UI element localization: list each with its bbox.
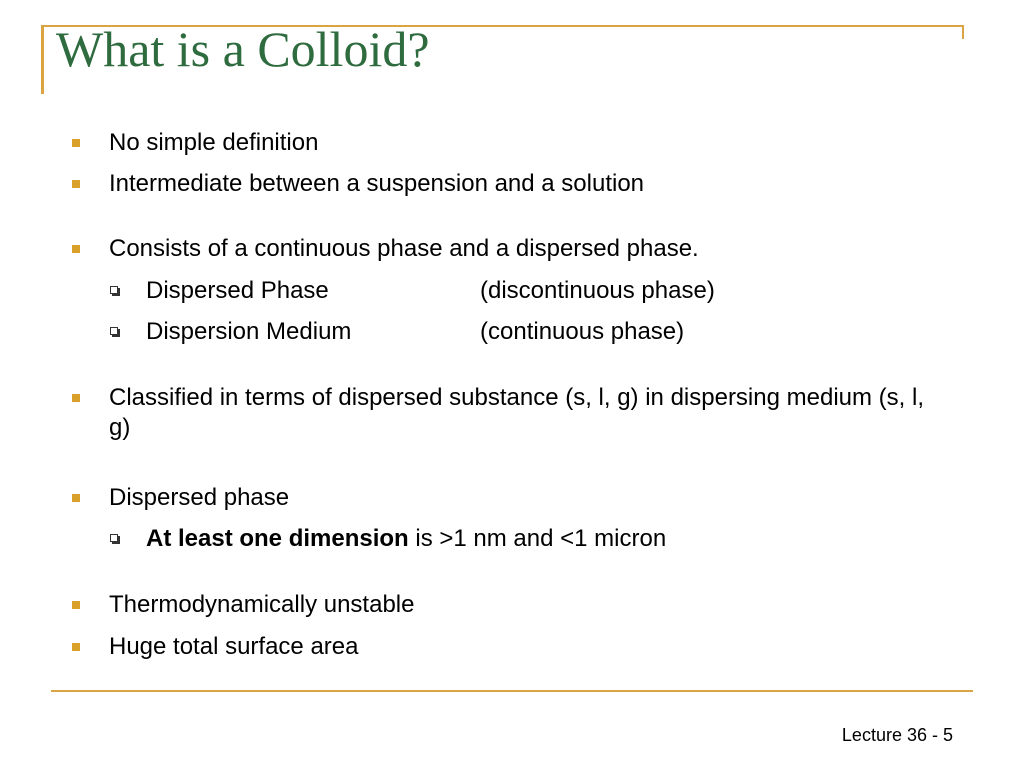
square-bullet-icon (72, 494, 80, 502)
bullet-text: Consists of a continuous phase and a dispersed phase. (109, 235, 699, 262)
bullet-text: Classified in terms of dispersed substance (s, l, g) in dispersing medium (s, l, g) (109, 384, 924, 441)
emphasis-text: At least one dimension (146, 525, 409, 552)
square-bullet-icon (72, 643, 80, 651)
sub-bullet-rest: is >1 nm and <1 micron (408, 525, 667, 552)
square-bullet-icon (72, 394, 80, 402)
bullet-text: Thermodynamically unstable (109, 591, 415, 618)
hollow-square-bullet-icon (110, 286, 118, 294)
square-bullet-icon (72, 245, 80, 253)
sub-bullet-text (146, 524, 666, 554)
sub-bullet-note: (continuous phase) (480, 318, 685, 345)
hollow-square-bullet-icon (110, 327, 118, 335)
square-bullet-icon (72, 601, 80, 609)
footer-divider (51, 690, 973, 692)
bullet-text: Intermediate between a suspension and a solution (109, 170, 645, 197)
sub-bullet-note: (discontinuous phase) (480, 277, 715, 304)
square-bullet-icon (72, 180, 80, 188)
sub-bullet-term: Dispersed Phase (146, 277, 329, 304)
square-bullet-icon (72, 139, 80, 147)
bullet-text: No simple definition (109, 129, 319, 156)
sub-bullet-term: Dispersion Medium (146, 318, 352, 345)
bullet-text: Dispersed phase (109, 484, 290, 511)
slide-footer: Lecture 36 - 5 (841, 725, 953, 745)
bullet-text: Huge total surface area (109, 633, 359, 660)
slide-title: What is a Colloid? (56, 21, 430, 77)
hollow-square-bullet-icon (110, 534, 118, 542)
